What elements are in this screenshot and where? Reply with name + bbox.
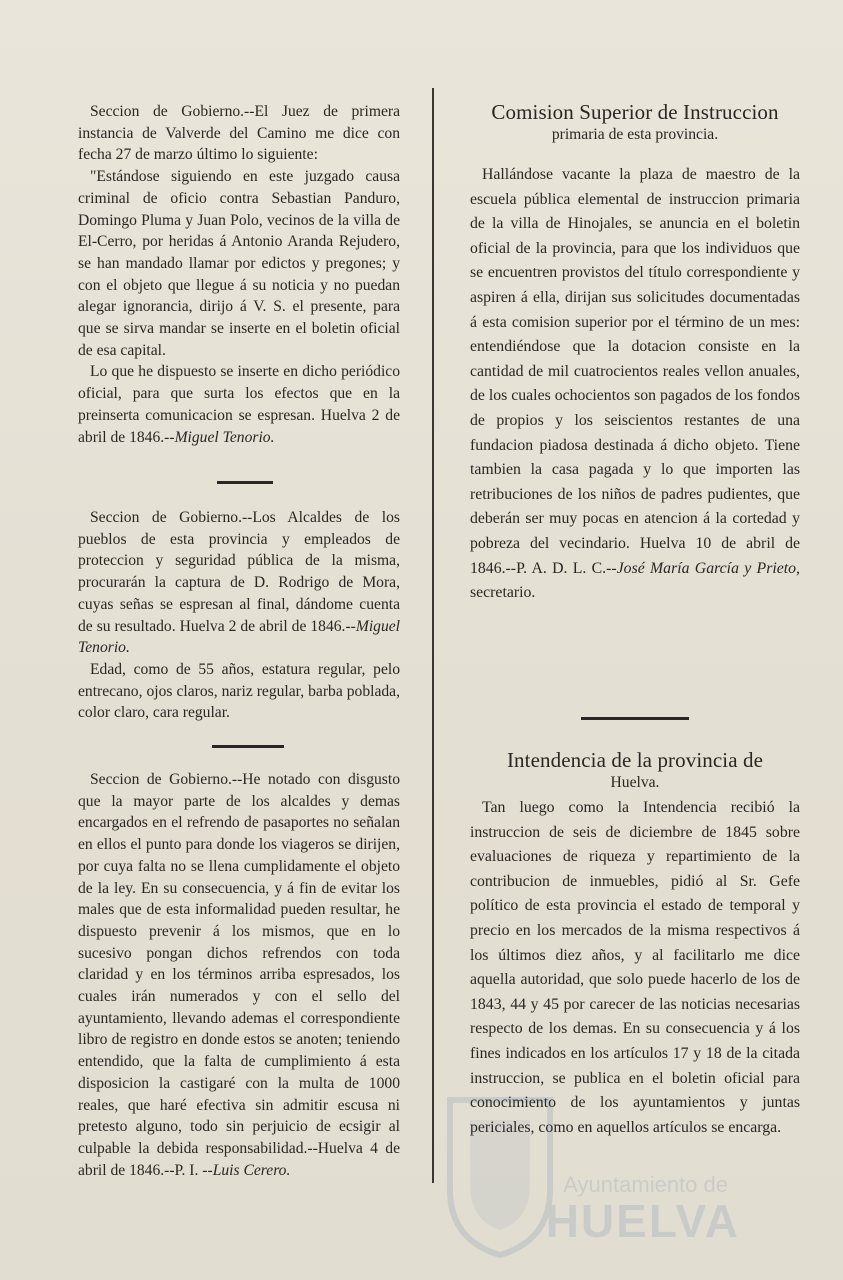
paragraph-text: Lo que he dispuesto se inserte en dicho periódico oficial, para que surta los efectos que en la preinserta comunicacion se espresan. Huelva 2 de abril de 1846.-- (78, 363, 400, 446)
paragraph-text: Seccion de Gobierno.--He notado con disgusto que la mayor parte de los alcaldes y demas encargados en el refrendo de pasaportes no señalan en ellos el punto para donde los viageros se dirijen, por cuya falta no se llena cumplidamente el objeto de la ley. En su consecuencia, y á fin de evitar los males que de esta informalidad pueden resultar, he dispuesto prevenir á los mismos, que en lo sucesivo pongan dichos refrendos con toda claridad y en los términos arriba espresados, los cuales irán numerados y con el sello del ayuntamiento, llevando ademas el correspondiente libro de registro en donde estos se anoten; teniendo entendido, que la falta de cumplimiento á esta disposicion la castigaré con la multa de 1000 reales, que haré efectiva sin admitir escusa ni pretesto alguno, todo sin perjuicio de ecsigir al culpable la debida responsabilidad.--Huelva 4 de abril de 1846.--P. I. -- (78, 771, 400, 1179)
watermark-large-text: HUELVA (545, 1195, 740, 1247)
article-juez-valverde (78, 101, 400, 448)
signature: Luis Cerero. (212, 1161, 291, 1179)
paragraph-with-signature (78, 507, 400, 659)
column-divider (432, 88, 434, 1183)
paragraph-text: Seccion de Gobierno.--Los Alcaldes de los pueblos de esta provincia y empleados de proteccion y seguridad pública de la misma, procurarán la captura de D. Rodrigo de Mora, cuyas señas se espresan al final, dándome cuenta de su resultado. Huelva 2 de abril de 1846.-- (78, 509, 400, 635)
heading-intendencia (470, 747, 800, 793)
crest-icon (440, 1080, 560, 1260)
paragraph: Tan luego como la Intendencia recibió la instruccion de seis de diciembre de 1845 sobre evaluaciones de riqueza y repartimiento de la contribucion de inmuebles, pidió al Sr. Gefe político de esta provincia el estado de temporal y precio en los mercados de la misma respectivos á los últimos diez años, y al facilitarlo me dice aquella autoridad, que solo puede hacerlo de los de 1843, 44 y 45 por carecer de las noticias necesarias respecto de los demas. En su consecuencia y á los fines indicados en los artículos 17 y 18 de la citada instruccion, se publica en el boletin oficial para conocimiento de los ayuntamientos y juntas periciales, como en aquellos artículos se encarga. (470, 799, 800, 1136)
section-rule (581, 717, 689, 720)
paragraph-with-signature (78, 769, 400, 1181)
section-rule (212, 745, 284, 748)
heading-subtitle: primaria de esta provincia. (551, 126, 719, 143)
signature-role: secretario. (470, 584, 536, 602)
article-pasaportes (78, 769, 400, 1181)
paragraph: Seccion de Gobierno.--El Juez de primera instancia de Valverde del Camino me dice con fecha 27 de marzo último lo siguiente: (78, 103, 400, 164)
heading-subtitle: Huelva. (610, 774, 660, 791)
paragraph-with-signature (78, 361, 400, 448)
paragraph-with-signature (470, 163, 800, 606)
heading-title: Intendencia de la provincia de (506, 748, 764, 772)
signature: José María García y Prieto, (616, 559, 800, 577)
section-rule (217, 481, 273, 484)
paragraph-text: Hallándose vacante la plaza de maestro de la escuela pública elemental de instruccion primaria de la villa de Hinojales, se anuncia en el boletin oficial de la provincia, para que los individuos que se encuentren provistos del título correspondiente y aspiren á ella, dirijan sus solicitudes documentadas á esta comision superior por el término de un mes: entendiéndose que la dotacion consiste en la cantidad de mil cuatrocientos reales vellon anuales, de los cuales ochocientos son pagados de los fondos de propios y los seiscientos restantes de una fundacion piadosa destinada á dicho objeto. Tiene tambien la casa pagada y lo que importen las retribuciones de los niños de padres pudientes, que deberán ser muy pocas en atencion á la cortedad y pobreza del vecindario. Huelva 10 de abril de 1846.--P. A. D. L. C.-- (470, 166, 800, 577)
heading-comision (470, 99, 800, 145)
archive-watermark (440, 1080, 820, 1270)
signature: Miguel Tenorio. (78, 617, 400, 657)
article-maestro-hinojales (470, 163, 800, 606)
paragraph: "Estándose siguiendo en este juzgado causa criminal de oficio contra Sebastian Panduro, Domingo Pluma y Juan Polo, vecinos de la villa de El-Cerro, por heridas á Antonio Aranda Rejudero, se han mandado llamar por edictos y pregones; y con el objeto que llegue á su noticia y no puedan alegar ignorancia, dirijo á V. S. el presente, para que se sirva mandar se inserte en el boletin oficial de esa capital. (78, 168, 400, 359)
heading-title: Comision Superior de Instruccion (491, 100, 779, 124)
article-captura-mora (78, 507, 400, 724)
signature: Miguel Tenorio. (174, 428, 275, 446)
watermark-small-text: Ayuntamiento de (563, 1172, 728, 1197)
paragraph: Edad, como de 55 años, estatura regular, pelo entrecano, ojos claros, nariz regular, barba poblada, color claro, cara regular. (78, 660, 400, 722)
